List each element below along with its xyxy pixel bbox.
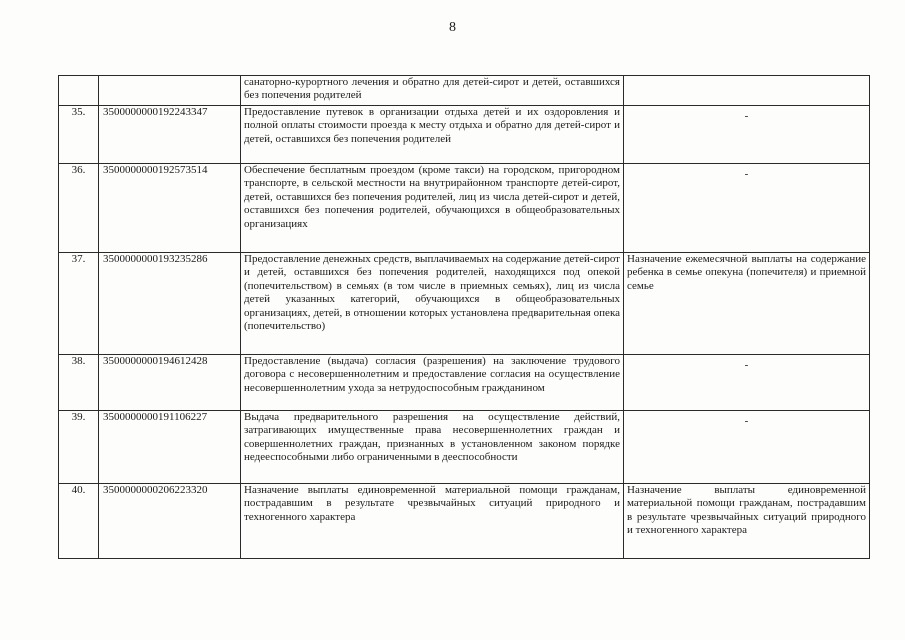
subservice-name [624, 355, 870, 411]
dash-mark: - [744, 110, 749, 122]
service-name: Обеспечение бесплатным проездом (кроме такси) на городском, пригородном транспорте, в сельской местности на внутрирайонном транспорте детей-сирот, детей, оставшихся без попечения родителей, лиц из числа детей-сирот и детей, оставшихся без попечения родителей, обучающихся в общеобразовательных организациях [241, 164, 624, 253]
dash-mark: - [744, 168, 749, 180]
service-code [99, 76, 241, 106]
row-number [59, 76, 99, 106]
service-name: Предоставление денежных средств, выплачиваемых на содержание детей-сирот и детей, оставшихся без попечения родителей, находящихся под опекой (попечительством) в семьях (в том числе в приемных семьях), лиц из числа детей указанных категорий, обучающихся в общеобразовательных организациях, детей, в отношении которых установлена предварительная опека (попечительство) [241, 253, 624, 355]
table-row [59, 484, 870, 559]
row-number: 36. [59, 164, 99, 253]
service-name: Предоставление путевок в организации отдыха детей и их оздоровления и полной оплаты стоимости проезда к месту отдыха и обратно для детей-сирот и детей, оставшихся без попечения родителей [241, 106, 624, 164]
service-code: 3500000000192243347 [99, 106, 241, 164]
page-number: 8 [449, 20, 456, 35]
service-code: 3500000000194612428 [99, 355, 241, 411]
subservice-name [624, 411, 870, 484]
dash-mark: - [744, 359, 749, 371]
subservice-name [624, 106, 870, 164]
table-row [59, 106, 870, 164]
row-number: 37. [59, 253, 99, 355]
service-code: 3500000000192573514 [99, 164, 241, 253]
subservice-name: Назначение выплаты единовременной материальной помощи гражданам, пострадавшим в результате чрезвычайных ситуаций природного и техногенного характера [624, 484, 870, 559]
table-row [59, 355, 870, 411]
service-name: Назначение выплаты единовременной материальной помощи гражданам, пострадавшим в результате чрезвычайных ситуаций природного и техногенного характера [241, 484, 624, 559]
subservice-name: Назначение ежемесячной выплаты на содержание ребенка в семье опекуна (попечителя) и приемной семье [624, 253, 870, 355]
service-name: Предоставление (выдача) согласия (разрешения) на заключение трудового договора с несовершеннолетним и предоставление согласия на осуществление несовершеннолетним ухода за нетрудоспособным гражданином [241, 355, 624, 411]
services-table [58, 75, 870, 559]
table-row [59, 411, 870, 484]
service-code: 3500000000206223320 [99, 484, 241, 559]
dash-mark: - [744, 415, 749, 427]
service-name: Выдача предварительного разрешения на осуществление действий, затрагивающих имущественные права несовершеннолетних граждан и совершеннолетних граждан, признанных в установленном законом порядке недееспособными либо ограниченными в дееспособности [241, 411, 624, 484]
row-number: 38. [59, 355, 99, 411]
table-row [59, 253, 870, 355]
subservice-name [624, 76, 870, 106]
row-number: 35. [59, 106, 99, 164]
row-number: 39. [59, 411, 99, 484]
service-code: 3500000000193235286 [99, 253, 241, 355]
row-number: 40. [59, 484, 99, 559]
table-row [59, 76, 870, 106]
subservice-name [624, 164, 870, 253]
service-code: 3500000000191106227 [99, 411, 241, 484]
table-row [59, 164, 870, 253]
service-name: санаторно-курортного лечения и обратно для детей-сирот и детей, оставшихся без попечения родителей [241, 76, 624, 106]
